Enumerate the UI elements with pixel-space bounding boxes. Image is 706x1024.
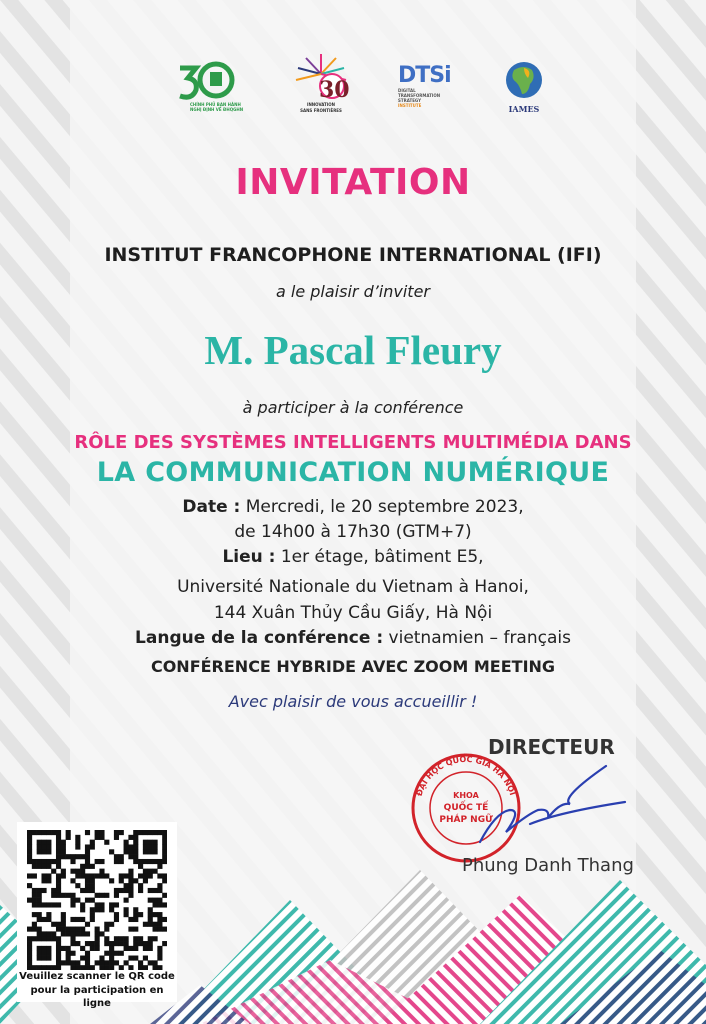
place-label: Lieu : [222, 547, 276, 567]
welcome-line: Avec plaisir de vous accueillir ! [228, 692, 478, 711]
place-line2: Université Nationale du Vietnam à Hanoi, [177, 577, 529, 597]
logo-innovation-caption-bottom: SANS FRONTIÈRES [300, 108, 342, 113]
logo-30-years-caption: CHÍNH PHỦ BAN HÀNH NGHỊ ĐỊNH VỀ ĐHQGHN [190, 102, 244, 112]
seal-stamp [413, 752, 519, 861]
logo-dtsi-line3: STRATEGY [398, 98, 422, 103]
place-line3: 144 Xuân Thủy Cầu Giấy, Hà Nội [213, 603, 493, 623]
logo-dtsi-line2: TRANSFORMATION [398, 93, 441, 98]
place-line [0, 547, 706, 567]
logo-30-years [176, 58, 246, 114]
participate-line: à participer à la conférence [242, 398, 464, 417]
logo-iames-name: IAMES [508, 104, 540, 114]
date-line [0, 497, 706, 517]
conference-title-line1: RÔLE DES SYSTÈMES INTELLIGENTS MULTIMÉDIA DANS [74, 432, 632, 453]
director-name: Phung Danh Thang [462, 855, 634, 876]
logo-innovation-number: 30 [319, 77, 350, 100]
invitation-title: INVITATION [235, 162, 471, 203]
globe-africa-icon [498, 60, 550, 100]
language-value: vietnamien – français [383, 628, 571, 648]
pleasure-line: a le plaisir d’inviter [276, 282, 430, 301]
qr-code-panel [17, 822, 177, 1009]
logo-innovation-icon [286, 52, 356, 100]
logo-innovation-caption-top: INNOVATION [306, 102, 336, 107]
logo-dtsi-line1: DIGITAL [398, 88, 416, 93]
institute-name: INSTITUT FRANCOPHONE INTERNATIONAL (IFI) [104, 244, 602, 266]
seal-line1: KHOA [453, 791, 479, 800]
seal-line2: QUỐC TẾ [443, 803, 489, 813]
seal-and-signature [410, 752, 640, 864]
time-line: de 14h00 à 17h30 (GTM+7) [234, 522, 472, 542]
director-title: DIRECTEUR [488, 735, 615, 759]
place-value: 1er étage, bâtiment E5, [275, 547, 484, 567]
qr-caption-line2: pour la participation en ligne [30, 985, 164, 1009]
date-label: Date : [182, 497, 241, 517]
hybrid-line: CONFÉRENCE HYBRIDE AVEC ZOOM MEETING [150, 657, 556, 676]
conference-title-line2: LA COMMUNICATION NUMÉRIQUE [96, 457, 610, 488]
language-label: Langue de la conférence : [135, 628, 384, 648]
guest-name: M. Pascal Fleury [204, 327, 502, 373]
logo-dtsi-name: DTSi [398, 63, 451, 88]
qr-caption-line1: Veuillez scanner le QR code [19, 971, 175, 982]
date-value: Mercredi, le 20 septembre 2023, [240, 497, 524, 517]
seal-line3: PHÁP NGỮ [439, 815, 493, 825]
logo-dtsi [398, 64, 458, 120]
language-line [0, 628, 706, 648]
logo-innovation [286, 52, 356, 122]
logo-dtsi-line4: INSTITUTE [398, 103, 422, 108]
seal-ring-text: ĐẠI HỌC QUỐC GIA HÀ NỘI [414, 754, 518, 798]
logo-iames [498, 60, 550, 116]
qr-code[interactable] [27, 830, 167, 970]
